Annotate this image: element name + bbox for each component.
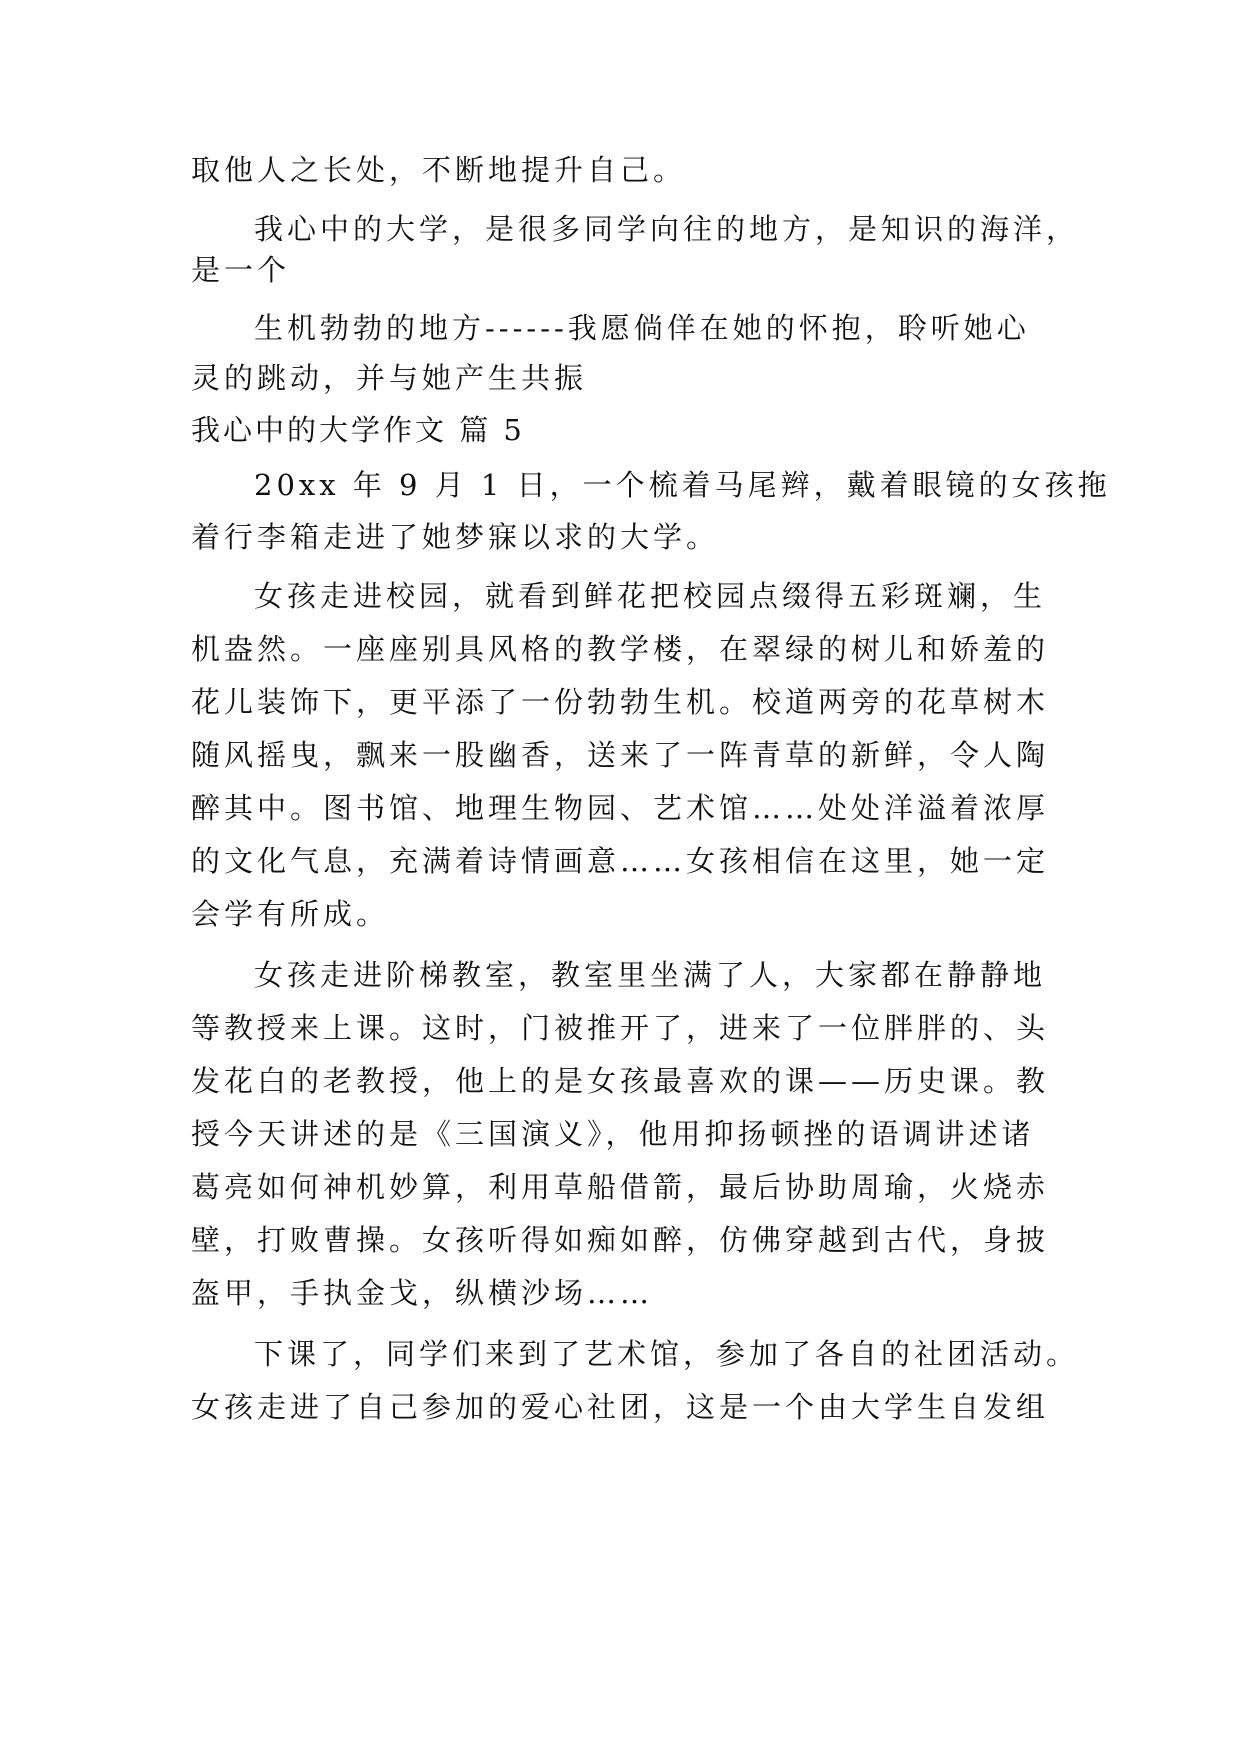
paragraph-start-line: 生机勃勃的地方------我愿倘佯在她的怀抱，聆听她心	[254, 311, 1030, 345]
paragraph-start-line: 女孩走进阶梯教室，教室里坐满了人，大家都在静静地	[254, 958, 1047, 992]
text-line: 随风摇曳，飘来一股幽香，送来了一阵青草的新鲜，令人陶	[191, 738, 1050, 772]
paragraph-start-line: 女孩走进校园，就看到鲜花把校园点缀得五彩斑斓，生	[254, 579, 1047, 613]
paragraph-start-line: 20xx 年 9 月 1 日，一个梳着马尾辫，戴着眼镜的女孩拖	[254, 468, 1111, 502]
text-line: 会学有所成。	[191, 897, 390, 931]
text-line: 发花白的老教授，他上的是女孩最喜欢的课——历史课。教	[191, 1064, 1050, 1098]
text-line: 花儿装饰下，更平添了一份勃勃生机。校道两旁的花草树木	[191, 685, 1050, 719]
text-line: 盔甲，手执金戈，纵横沙场……	[191, 1276, 654, 1310]
text-line: 葛亮如何神机妙算，利用草船借箭，最后协助周瑜，火烧赤	[191, 1170, 1050, 1204]
text-line: 着行李箱走进了她梦寐以求的大学。	[191, 520, 720, 554]
text-line: 灵的跳动，并与她产生共振	[191, 361, 588, 395]
section-heading: 我心中的大学作文 篇 5	[191, 413, 525, 447]
text-line: 女孩走进了自己参加的爱心社团，这是一个由大学生自发组	[191, 1390, 1050, 1424]
paragraph-start-line: 下课了，同学们来到了艺术馆，参加了各自的社团活动。	[254, 1337, 1080, 1371]
text-line: 壁，打败曹操。女孩听得如痴如醉，仿佛穿越到古代，身披	[191, 1223, 1050, 1257]
text-line: 的文化气息，充满着诗情画意……女孩相信在这里，她一定	[191, 844, 1050, 878]
paragraph-start-line: 我心中的大学，是很多同学向往的地方，是知识的海洋，	[254, 212, 1080, 246]
text-line: 醉其中。图书馆、地理生物园、艺术馆……处处洋溢着浓厚	[191, 791, 1050, 825]
text-line: 取他人之长处，不断地提升自己。	[191, 153, 687, 187]
text-line: 机盎然。一座座别具风格的教学楼，在翠绿的树儿和娇羞的	[191, 632, 1050, 666]
text-line: 等教授来上课。这时，门被推开了，进来了一位胖胖的、头	[191, 1011, 1050, 1045]
text-line: 是一个	[191, 253, 291, 287]
text-line: 授今天讲述的是《三国演义》，他用抑扬顿挫的语调讲述诸	[191, 1117, 1035, 1151]
